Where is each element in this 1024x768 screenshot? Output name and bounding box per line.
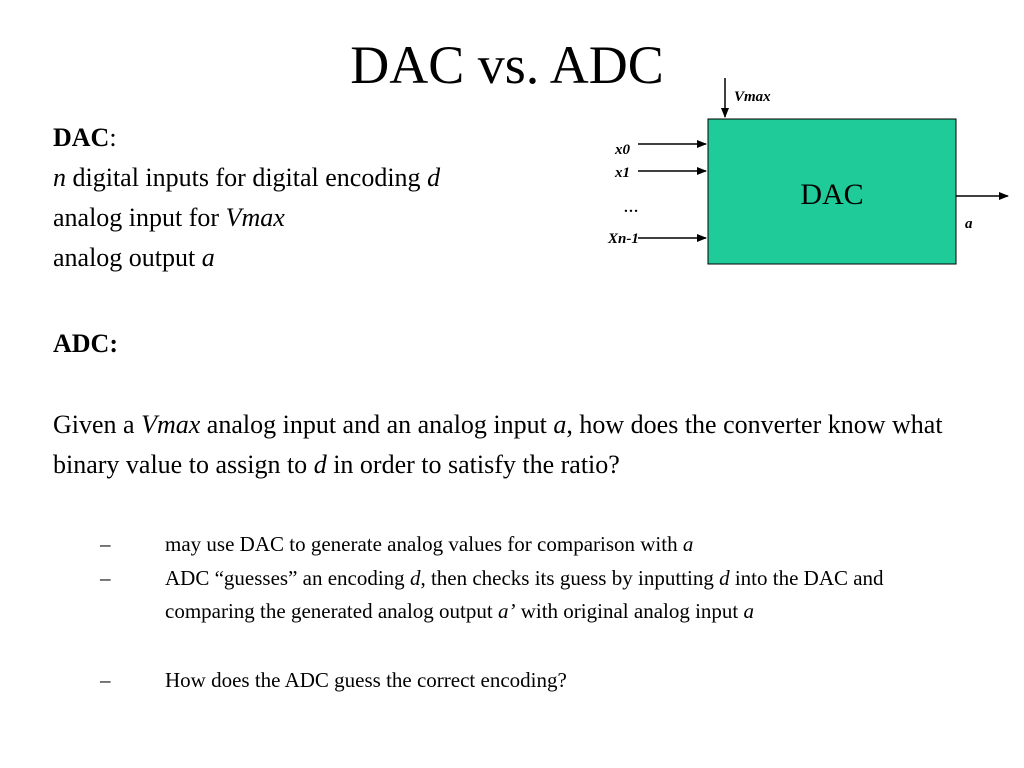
bullet-text: , then checks its guess by inputting [420,566,720,590]
var-a-prime: a’ [497,599,516,623]
adc-question-part: analog input and an analog input [200,410,554,439]
adc-question [53,405,953,485]
dac-line-vmax-text: analog input for [53,203,226,232]
bullet-dash: – [100,668,111,692]
var-d: d [409,566,421,590]
var-vmax: Vmax [141,410,201,439]
input-label-x1: x1 [615,165,630,181]
bullet-item [165,664,955,697]
dac-block-diagram [0,0,1024,300]
output-label-a: a [965,216,973,232]
var-vmax: Vmax [225,203,285,232]
adc-question-part: in order to satisfy the ratio? [326,450,620,479]
bullet-dash: – [100,532,111,556]
dac-box-label: DAC [800,178,864,211]
adc-heading: ADC: [53,329,118,358]
var-a: a [743,599,755,623]
adc-heading-line [53,324,118,364]
var-d: d [719,566,730,590]
bullet-text: may use DAC to generate analog values for comparison with [165,532,683,556]
var-a: a [682,532,694,556]
adc-question-part: , how does the converter know what binary value to assign to [53,410,943,479]
dac-line-output-text: analog output [53,243,202,272]
dac-line-inputs-text: digital inputs for digital encoding [66,163,428,192]
bullet-text: How does the ADC guess the correct encoding? [165,668,567,692]
bullet-text: ADC “guesses” an encoding [165,566,410,590]
var-d: d [427,163,441,192]
bullet-dash: – [100,566,111,590]
input-label-xn1: Xn-1 [608,231,639,247]
var-n: n [53,163,66,192]
dac-heading-colon: : [109,123,117,152]
var-d: d [313,450,327,479]
input-label-ellipsis: … [624,200,639,216]
input-label-x0: x0 [615,142,630,158]
var-a: a [201,243,215,272]
var-a: a [553,410,567,439]
bullet-text: into the DAC and comparing the generated analog output [165,566,884,623]
slide-title: DAC vs. ADC [350,35,664,95]
vmax-label: Vmax [734,89,771,105]
bullet-item [165,528,955,561]
bullet-text: with original analog input [515,599,744,623]
dac-heading: DAC [53,123,110,152]
bullet-item [165,562,955,628]
adc-question-part: Given a [53,410,142,439]
